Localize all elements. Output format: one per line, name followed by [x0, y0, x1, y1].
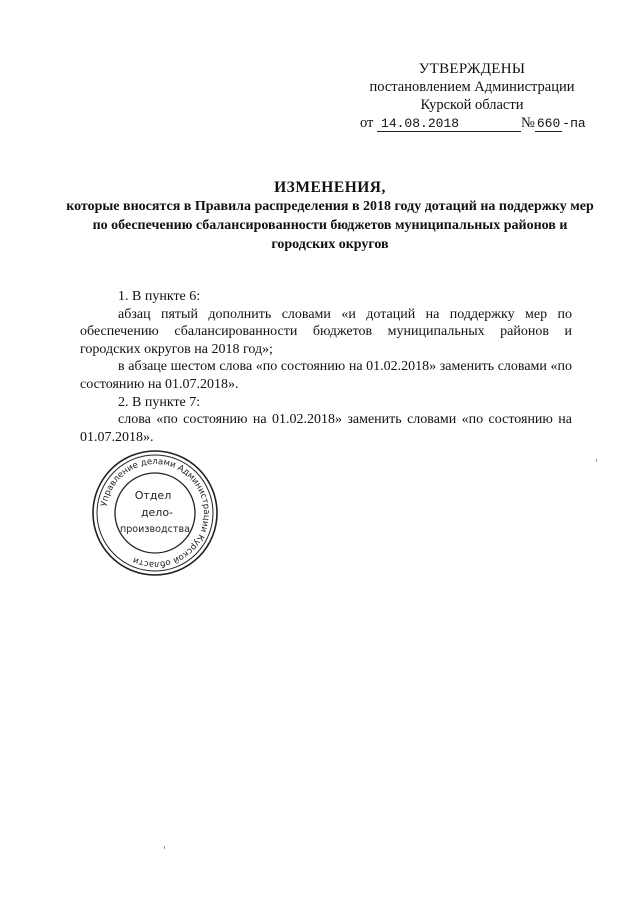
number-prefix: №	[521, 115, 535, 131]
document-title: ИЗМЕНЕНИЯ,	[274, 179, 386, 196]
document-body	[80, 288, 572, 446]
stamp-center-line-3: производства	[119, 524, 191, 535]
date-value: 14.08.2018	[377, 117, 521, 132]
stamp-ring-text: Управление делами Администрации Курской области	[99, 456, 212, 570]
official-stamp	[90, 448, 220, 578]
approval-line-2: Курской области	[420, 97, 524, 113]
scan-speck	[596, 459, 597, 462]
document-subtitle: которые вносятся в Правила распределения в 2018 году дотаций на поддержку мер по обеспечению сбалансированности бюджетов муниципальных районов и городских округов	[66, 199, 594, 252]
scan-speck	[164, 846, 165, 849]
approval-line-1: постановлением Администрации	[369, 79, 575, 95]
number-value: 660	[536, 116, 561, 131]
paragraph-1: 1. В пункте 6:	[118, 289, 201, 304]
stamp-center-line-1: Отдел	[134, 489, 172, 502]
number-suffix: -па	[562, 116, 586, 131]
approval-heading: УТВЕРЖДЕНЫ	[418, 61, 526, 77]
approval-date-line	[352, 114, 592, 133]
paragraph-2: абзац пятый дополнить словами «и дотаций на поддержку мер по обеспечению сбалансированности бюджетов муниципальных районов и городских округов на 2018 год»;	[80, 306, 572, 357]
paragraph-4: 2. В пункте 7:	[118, 394, 201, 410]
paragraph-5: слова «по состоянию на 01.02.2018» заменить словами «по состоянию на 01.07.2018».	[80, 412, 572, 445]
title-block	[60, 178, 600, 254]
stamp-center-line-2: дело-	[140, 506, 174, 519]
date-prefix: от	[360, 115, 374, 131]
paragraph-3: в абзаце шестом слова «по состоянию на 01.02.2018» заменить словами «по состоянию на 01.07.2018».	[80, 359, 572, 392]
approval-block	[352, 60, 592, 133]
